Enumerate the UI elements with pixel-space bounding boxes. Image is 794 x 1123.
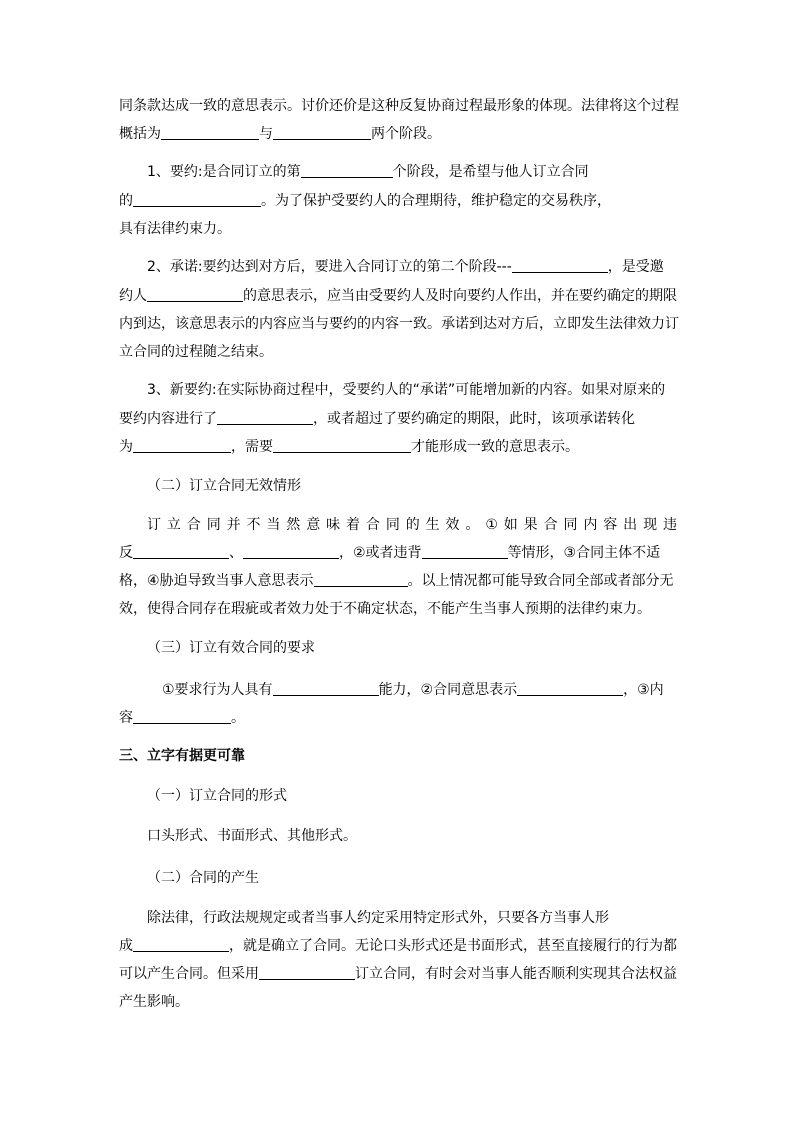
text: 三、立字有据更可靠 (119, 748, 245, 764)
paragraph-line (119, 286, 677, 306)
fill-blank[interactable] (314, 572, 408, 587)
fill-blank[interactable] (161, 125, 259, 140)
text: 订立合同并不当然意味着合同的生效。①如果合同内容出现违 (147, 517, 677, 533)
text: ，需要 (231, 439, 273, 455)
text: 、 (229, 545, 243, 561)
section-heading (119, 476, 677, 496)
fill-blank[interactable] (273, 681, 379, 696)
fill-blank[interactable] (512, 258, 608, 273)
text: 才能形成一致的意思表示。 (411, 439, 579, 455)
text: 口头形式、书面形式、其他形式。 (147, 828, 357, 844)
fill-blank[interactable] (133, 438, 231, 453)
text: 容 (119, 710, 133, 726)
text: 具有法律约束力。 (119, 221, 231, 237)
text: 2、承诺:要约达到对方后，要进入合同订立的第二个阶段--- (147, 259, 512, 275)
paragraph-line (119, 543, 677, 563)
paragraph-line (119, 314, 677, 334)
fill-blank[interactable] (217, 410, 313, 425)
fill-blank[interactable] (243, 544, 339, 559)
text: 的意思表示，应当由受要约人及时向要约人作出，并在要约确定的期限 (243, 288, 677, 304)
text: 为 (119, 439, 133, 455)
fill-blank[interactable] (259, 965, 355, 980)
fill-blank[interactable] (133, 192, 261, 207)
paragraph-line (119, 680, 677, 700)
text: 。为了保护受要约人的合理期待，维护稳定的交易秩序， (261, 193, 611, 209)
paragraph-line (119, 571, 677, 591)
text: 等情形，③合同主体不适 (507, 545, 661, 561)
fill-blank[interactable] (273, 125, 371, 140)
text: （三）订立有效合同的要求 (147, 640, 315, 656)
text: 的 (119, 193, 133, 209)
text: 与 (259, 126, 273, 142)
text: 可以产生合同。但采用 (119, 966, 259, 982)
section-heading (119, 868, 677, 888)
text: 效，使得合同存在瑕疵或者效力处于不确定状态，不能产生当事人预期的法律约束力。 (119, 601, 651, 617)
text: ，是受邀 (607, 259, 664, 275)
text: 个阶段，是希望与他人订立合同 (392, 164, 589, 180)
text: 产生影响。 (119, 994, 189, 1010)
paragraph-line (119, 257, 677, 277)
text: 内到达，该意思表示的内容应当与要约的内容一致。承诺到达对方后，立即发生法律效力订 (119, 316, 679, 332)
paragraph-line (119, 96, 677, 116)
section-heading (119, 786, 677, 806)
fill-blank[interactable] (133, 709, 231, 724)
text: 要约内容进行了 (119, 411, 217, 427)
fill-blank[interactable] (517, 681, 623, 696)
fill-blank[interactable] (273, 438, 411, 453)
paragraph-line (119, 437, 677, 457)
text: 。以上情况都可能导致合同全部或者部分无 (407, 573, 674, 589)
paragraph-line (119, 964, 677, 984)
text: 约人 (119, 288, 147, 304)
text: 订立合同，有时会对当事人能否顺利实现其合法权益 (355, 966, 677, 982)
paragraph-line (119, 124, 677, 144)
paragraph-line (119, 708, 677, 728)
section-heading (119, 638, 677, 658)
text: 两个阶段。 (371, 126, 441, 142)
text: ，就是确立了合同。无论口头形式还是书面形式，甚至直接履行的行为都 (229, 938, 677, 954)
text: 能力，②合同意思表示 (378, 682, 518, 698)
text: ，③内 (623, 682, 664, 698)
paragraph-line (119, 191, 677, 211)
text: 3、新要约:在实际协商过程中，受要约人的“承诺”可能增加新的内容。如果对原来的 (147, 382, 666, 398)
paragraph-line (119, 219, 677, 239)
text: 立合同的过程随之结束。 (119, 344, 273, 360)
paragraph-line (119, 936, 677, 956)
fill-blank[interactable] (422, 544, 508, 559)
text: ，或者超过了要约确定的期限，此时，该项承诺转化 (313, 411, 635, 427)
paragraph-line (119, 409, 677, 429)
text: 同条款达成一致的意思表示。讨价还价是这种反复协商过程最形象的体现。法律将这个过程 (119, 98, 679, 114)
paragraph-line (119, 162, 677, 182)
paragraph-line (147, 515, 677, 535)
text: 。 (231, 710, 245, 726)
fill-blank[interactable] (301, 163, 393, 178)
text: （二）订立合同无效情形 (147, 478, 301, 494)
text: 成 (119, 938, 133, 954)
text: 反 (119, 545, 133, 561)
fill-blank[interactable] (133, 937, 229, 952)
paragraph-line (119, 826, 677, 846)
text: ，②或者违背 (339, 545, 422, 561)
text: 概括为 (119, 126, 161, 142)
paragraph-line (119, 599, 677, 619)
text: 除法律，行政法规规定或者当事人约定采用特定形式外，只要各方当事人形 (147, 910, 609, 926)
fill-blank[interactable] (147, 287, 243, 302)
paragraph-line (119, 992, 677, 1012)
fill-blank[interactable] (133, 544, 229, 559)
paragraph-line (119, 908, 677, 928)
text: 格，④胁迫导致当事人意思表示 (119, 573, 314, 589)
text: （二）合同的产生 (147, 870, 259, 886)
chapter-heading (119, 746, 677, 766)
text: （一）订立合同的形式 (147, 788, 287, 804)
paragraph-line (119, 342, 677, 362)
text: 1、要约:是合同订立的第 (147, 164, 301, 180)
text: ①要求行为人具有 (162, 682, 273, 698)
paragraph-line (119, 380, 677, 400)
